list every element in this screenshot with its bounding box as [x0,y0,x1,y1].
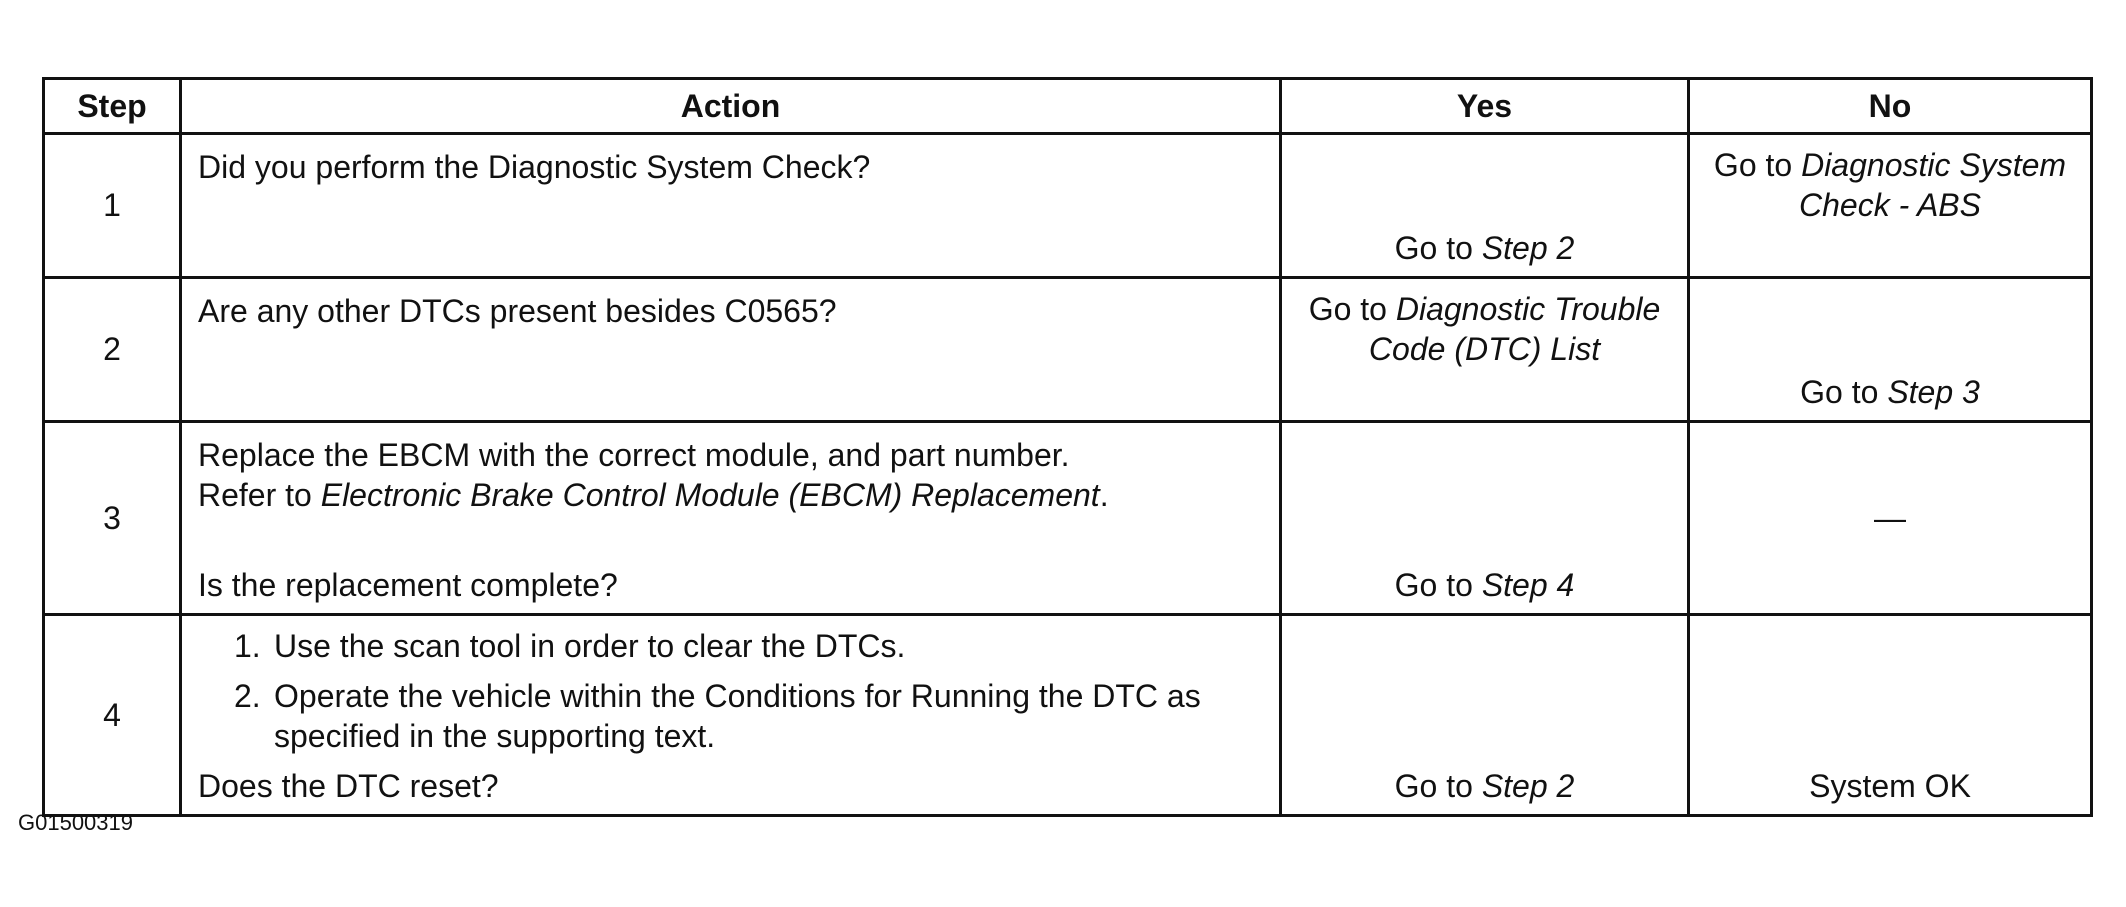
yes-prefix: Go to [1308,291,1387,327]
no-cell [1689,134,2092,278]
yes-link-dtc-list[interactable]: Diagnostic Trouble Code (DTC) List [1368,291,1661,367]
no-cell [1689,422,2092,615]
list-number: 1. [234,628,261,664]
header-no: No [1689,79,2092,134]
action-question: Is the replacement complete? [198,567,618,603]
table-row [44,422,2092,615]
yes-link-step-2[interactable]: Step 2 [1481,230,1575,266]
action-list [198,626,1265,756]
yes-prefix: Go to [1394,567,1473,603]
list-item [198,676,1265,756]
no-link-diagnostic-system-check[interactable]: Diagnostic System Check - ABS [1799,147,2067,223]
no-text: System OK [1809,768,1971,804]
action-question: Does the DTC reset? [198,768,499,804]
yes-prefix: Go to [1394,230,1473,266]
no-cell [1689,278,2092,422]
yes-cell [1281,134,1689,278]
refer-prefix: Refer to [198,477,312,513]
diagnostic-table [42,77,2093,817]
table-header-row [44,79,2092,134]
table-row [44,134,2092,278]
action-cell [181,134,1281,278]
list-number: 2. [234,678,261,714]
yes-prefix: Go to [1394,768,1473,804]
step-number: 4 [44,615,181,816]
table-row [44,278,2092,422]
action-text: Are any other DTCs present besides C0565? [198,293,837,329]
action-cell [181,278,1281,422]
yes-link-step-2[interactable]: Step 2 [1481,768,1575,804]
no-dash: — [1874,500,1906,536]
action-text: Did you perform the Diagnostic System Check? [198,149,871,185]
step-number: 1 [44,134,181,278]
refer-link-ebcm-replacement[interactable]: Electronic Brake Control Module (EBCM) Replacement [320,477,1100,513]
no-cell [1689,615,2092,816]
no-link-step-3[interactable]: Step 3 [1887,374,1980,410]
step-number: 3 [44,422,181,615]
step-number: 2 [44,278,181,422]
yes-cell [1281,615,1689,816]
yes-link-step-4[interactable]: Step 4 [1481,567,1575,603]
header-step: Step [44,79,181,134]
action-line: Replace the EBCM with the correct module, and part number. [198,437,1070,473]
table-row [44,615,2092,816]
yes-cell [1281,422,1689,615]
figure-id: G01500319 [18,810,133,835]
action-cell [181,615,1281,816]
list-text: Use the scan tool in order to clear the DTCs. [274,628,906,664]
yes-cell [1281,278,1689,422]
header-yes: Yes [1281,79,1689,134]
no-prefix: Go to [1800,374,1879,410]
action-cell [181,422,1281,615]
list-item [198,626,1265,666]
refer-suffix: . [1099,477,1109,513]
list-text: Operate the vehicle within the Conditions for Running the DTC as specified in the supporting text. [274,678,1201,754]
no-prefix: Go to [1713,147,1793,183]
header-action: Action [181,79,1281,134]
action-refer-line [198,475,1265,515]
